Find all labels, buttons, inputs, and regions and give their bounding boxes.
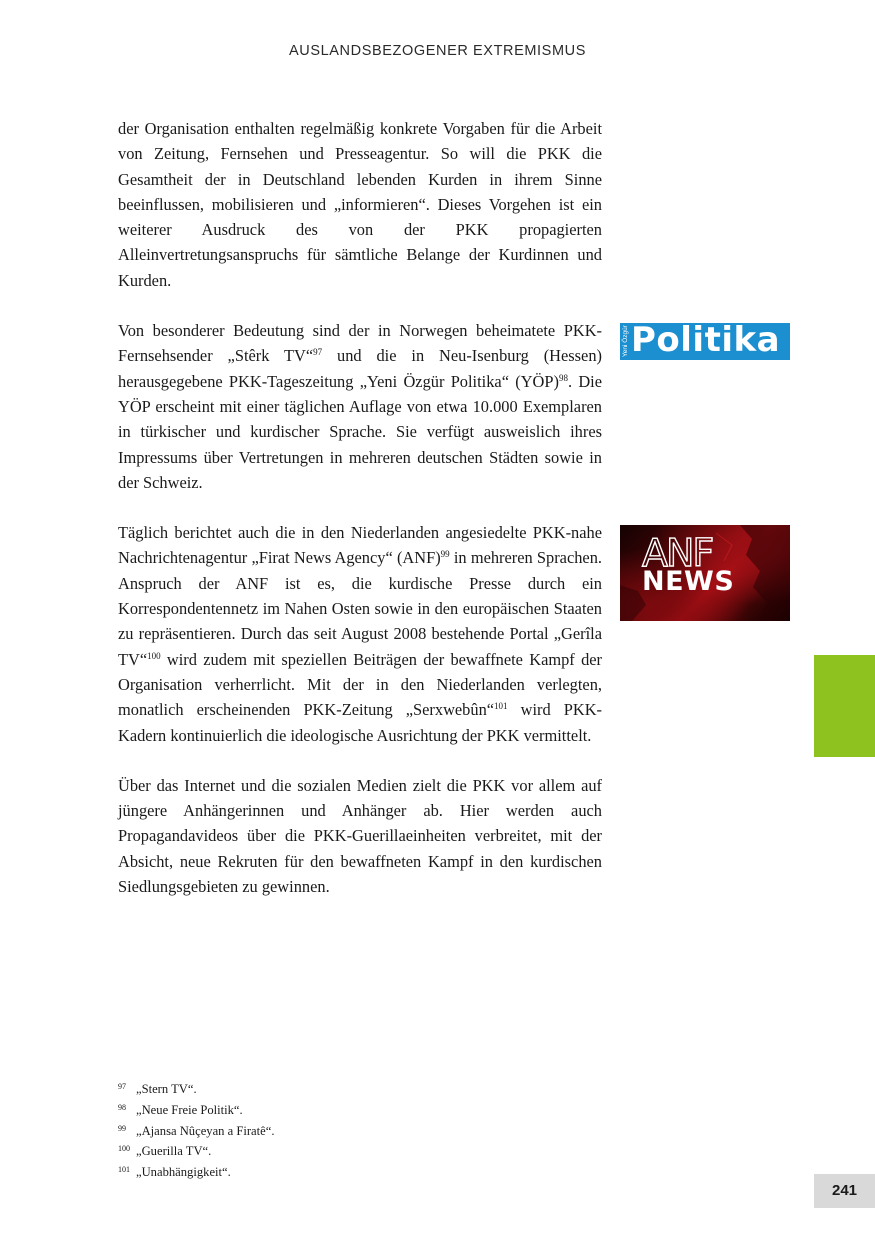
footnote-text: „Guerilla TV“. xyxy=(136,1144,212,1159)
paragraph-4: Über das Internet und die sozialen Medien zielt die PKK vor allem auf jüngere Anhängerinnen und Anhänger ab. Hier werden auch Propagandavideos über die PKK-Guerillaeinheiten verbreitet, mit der Absicht, neue Rekruten für den bewaffneten Kampf in den kurdischen Siedlungsgebieten zu gewinnen. xyxy=(118,775,602,897)
anf-news-logo xyxy=(620,525,790,621)
footnote-number: 99 xyxy=(118,1123,126,1133)
politika-logo xyxy=(620,323,790,360)
page-number: 241 xyxy=(814,1174,875,1208)
footnote-ref-98[interactable]: 98 xyxy=(558,372,568,383)
paragraph-3 xyxy=(118,520,602,748)
paragraph-2 xyxy=(118,318,602,495)
footnote-ref-101[interactable]: 101 xyxy=(494,701,508,712)
paragraph-2-text-b: und die in Neu-Isenburg (Hessen) herausgegebene PKK-Tageszeitung „Yeni Özgür Politika“ (YÖP) xyxy=(118,346,602,391)
footnote-text: „Stern TV“. xyxy=(136,1082,197,1096)
paragraph-3-text-d: wird PKK-Kadern kontinuierlich die ideologische Ausrichtung der PKK vermittelt. xyxy=(118,700,602,745)
paragraph-3-text-c: wird zudem mit speziellen Beiträgen der bewaffnete Kampf der Organisation verherrlicht. Mit der in den Niederlanden verlegten, monatlich erscheinenden PKK-Zeitung „Serxwebûn“ xyxy=(118,649,602,720)
footnote-item xyxy=(118,1120,598,1141)
politika-logo-word: Politika xyxy=(631,323,781,360)
footnote-ref-99[interactable]: 99 xyxy=(440,549,450,560)
paragraph-1: der Organisation enthalten regelmäßig konkrete Vorgaben für die Arbeit von Zeitung, Fernsehen und Presseagentur. So will die PKK die Gesamtheit der in Deutschland lebenden Kurden in ihrem Sinne beeinflussen, mobilisieren und „informieren“. Dieses Vorgehen ist ein weiterer Ausdruck des von der PKK propagierten Alleinvertretungsanspruchs für sämtliche Belange der Kurdinnen und Kurden. xyxy=(118,119,602,290)
footnotes xyxy=(118,1078,598,1182)
footnote-item xyxy=(118,1099,598,1120)
footnote-text: „Ajansa Nûçeyan a Firatê“. xyxy=(136,1123,275,1138)
footnote-number: 98 xyxy=(118,1102,126,1112)
anf-logo-bottom-text: NEWS xyxy=(642,566,735,597)
paragraph-2-text-a: Von besonderer Bedeutung sind der in Norwegen beheimatete PKK-Fernsehsender „Stêrk TV“ xyxy=(118,321,602,366)
footnote-item xyxy=(118,1078,598,1099)
paragraph-2-text-c: . Die YÖP erscheint mit einer täglichen Auflage von etwa 10.000 Exemplaren in türkischer und kurdischer Sprache. Sie verfügt ausweislich ihres Impressums über Vertretungen in mehreren deutschen Städten sowie in der Schweiz. xyxy=(118,371,602,492)
footnote-number: 101 xyxy=(118,1165,130,1175)
footnote-text: „Unabhängigkeit“. xyxy=(136,1165,231,1180)
paragraph-3-text-b: in mehreren Sprachen. Anspruch der ANF ist es, die kurdische Presse durch ein Korrespondentennetz im Nahen Osten sowie in den europäischen Staaten zu repräsentieren. Durch das seit August 2008 bestehende Portal „Gerîla TV“ xyxy=(118,548,602,669)
anf-logo-top-text: ANF xyxy=(642,531,713,575)
running-title: AUSLANDSBEZOGENER EXTREMISMUS xyxy=(289,43,586,59)
paragraph-3-text-a: Täglich berichtet auch die in den Niederlanden angesiedelte PKK-nahe Nachrichtenagentur „Firat News Agency“ (ANF) xyxy=(118,523,602,568)
footnote-text: „Neue Freie Politik“. xyxy=(136,1102,243,1117)
politika-logo-side-text: Yeni Özgür xyxy=(622,325,629,357)
chapter-tab-marker xyxy=(814,655,875,757)
footnote-number: 100 xyxy=(118,1144,130,1154)
footnote-ref-100[interactable]: 100 xyxy=(147,650,161,661)
main-text xyxy=(118,116,602,924)
footnote-item xyxy=(118,1140,598,1161)
footnote-number: 97 xyxy=(118,1082,126,1091)
footnote-ref-97[interactable]: 97 xyxy=(313,347,323,358)
footnote-item xyxy=(118,1161,598,1182)
